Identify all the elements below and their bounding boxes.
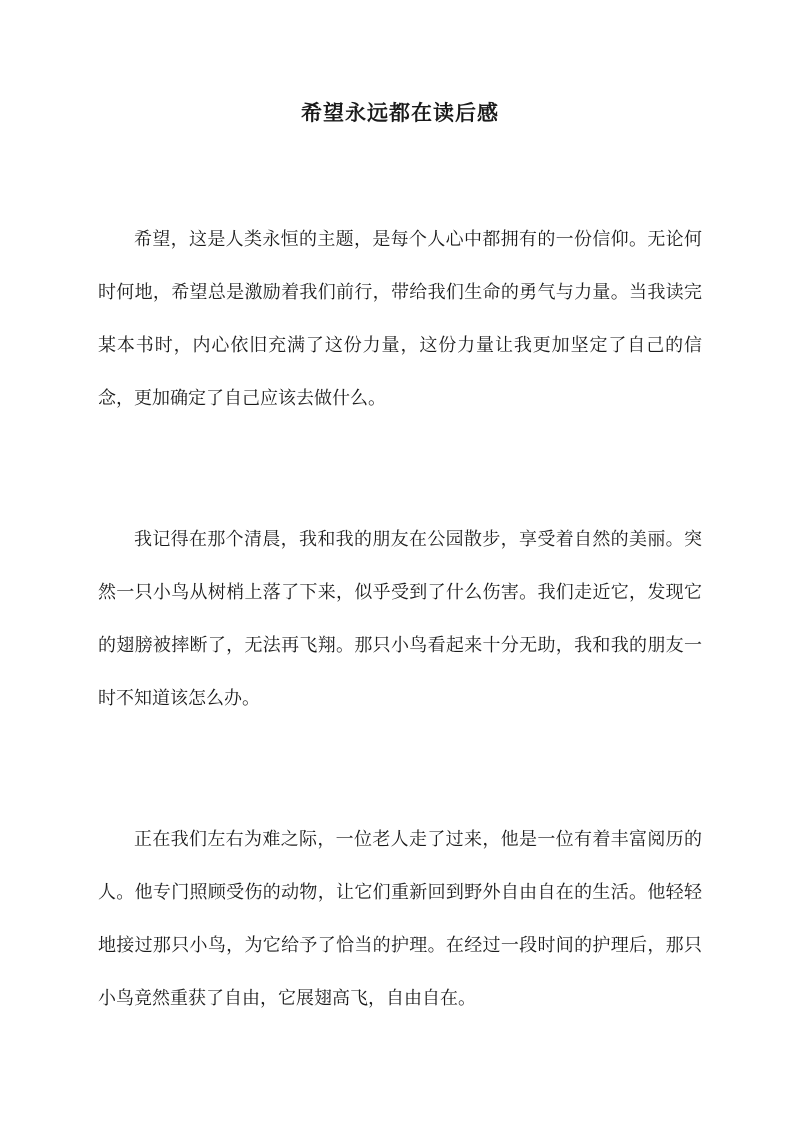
document-title: 希望永远都在读后感 <box>301 100 499 125</box>
paragraph-1: 希望，这是人类永恒的主题，是每个人心中都拥有的一份信仰。无论何时何地，希望总是激励着我们前行，带给我们生命的勇气与力量。当我读完某本书时，内心依旧充满了这份力量，这份力量让我更加坚定了自己的信念，更加确定了自己应该去做什么。 <box>98 229 702 409</box>
paragraph-3: 正在我们左右为难之际，一位老人走了过来，他是一位有着丰富阅历的人。他专门照顾受伤的动物，让它们重新回到野外自由自在的生活。他轻轻地接过那只小鸟，为它给予了恰当的护理。在经过一段时间的护理后，那只小鸟竟然重获了自由，它展翅高飞，自由自在。 <box>98 829 702 1009</box>
paragraph-2: 我记得在那个清晨，我和我的朋友在公园散步，享受着自然的美丽。突然一只小鸟从树梢上落了下来，似乎受到了什么伤害。我们走近它，发现它的翅膀被摔断了，无法再飞翔。那只小鸟看起来十分无助，我和我的朋友一时不知道该怎么办。 <box>98 529 702 709</box>
document-body <box>98 213 702 1025</box>
